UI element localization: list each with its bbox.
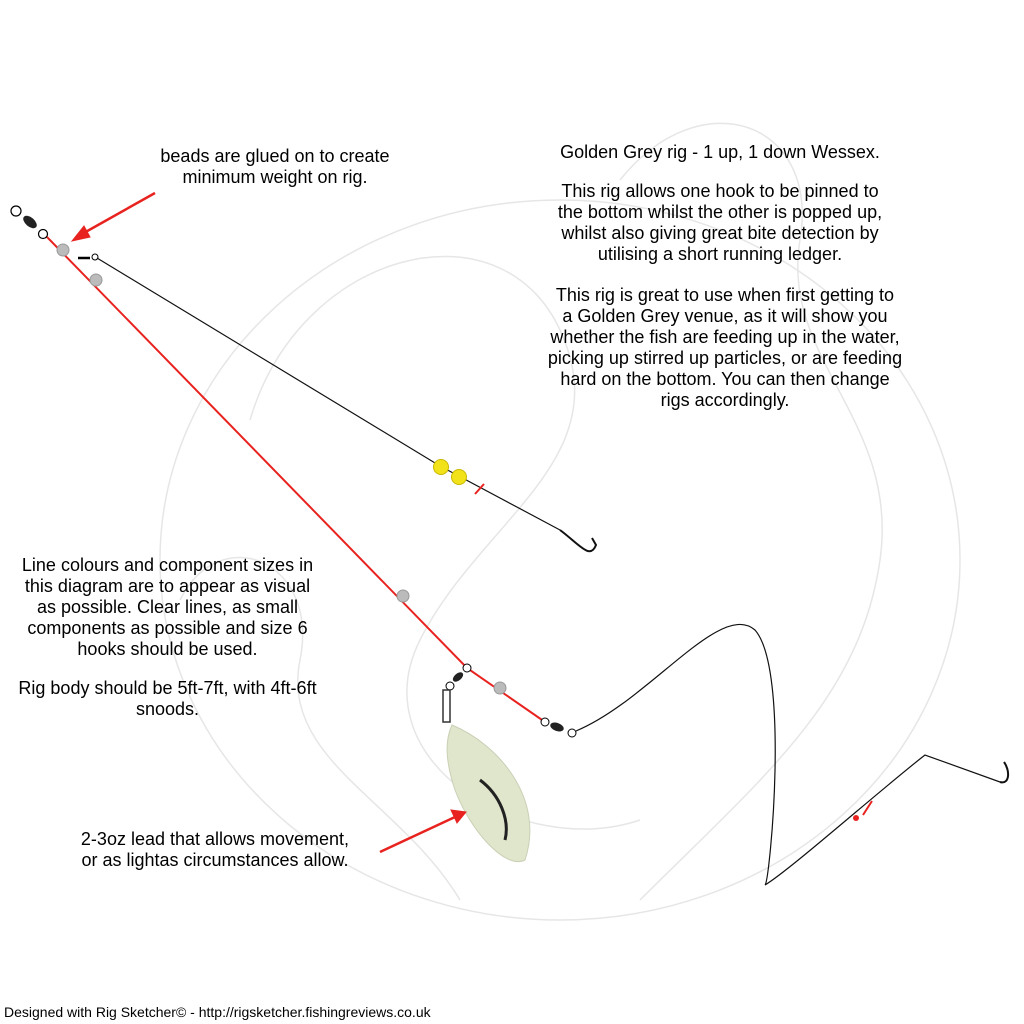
arrow-icon <box>72 193 155 241</box>
lower-swivel-icon <box>541 718 576 737</box>
stop-knot-icon <box>863 801 872 815</box>
top-swivel-icon <box>11 206 48 239</box>
lead-annotation: 2-3oz lead that allows movement, or as lightas circumstances allow. <box>80 829 350 870</box>
lead-weight-icon <box>447 725 530 862</box>
note-line-colours: Line colours and component sizes in this diagram are to appear as visual as possible. Clear lines, as small components as possible and size 6 hooks should be used. <box>21 555 314 659</box>
hook-icon <box>560 530 596 551</box>
rig-description-2: This rig is great to use when first getting to a Golden Grey venue, as it will show you whether the fish are feeding up in the water, picking up stirred up particles, or are feeding hard on the bottom. You can then change rigs accordingly. <box>547 285 903 410</box>
note-rig-body: Rig body should be 5ft-7ft, with 4ft-6ft snoods. <box>18 678 317 719</box>
lead-swivel-icon <box>443 664 471 722</box>
arrow-icon <box>380 810 466 852</box>
footer-credit: Designed with Rig Sketcher© - http://rigsketcher.fishingreviews.co.uk <box>4 1004 431 1020</box>
hook-icon <box>1000 762 1008 782</box>
beads-annotation: beads are glued on to create minimum weight on rig. <box>160 146 390 187</box>
rig-description-1: This rig allows one hook to be pinned to the bottom whilst the other is popped up, whilst also giving great bite detection by utilising a short running ledger. <box>557 181 883 264</box>
rig-title: Golden Grey rig - 1 up, 1 down Wessex. <box>560 142 880 162</box>
bead-icon <box>853 815 859 821</box>
